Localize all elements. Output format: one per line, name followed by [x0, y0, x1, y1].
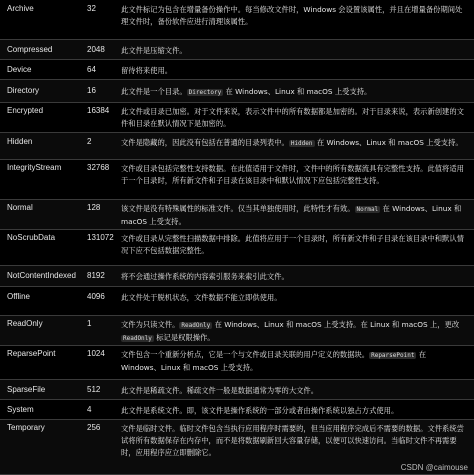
description-text: 该文件是没有特殊属性的标准文件。仅当其单独使用时，此特性才有效。 [121, 204, 355, 213]
attribute-description [121, 319, 467, 345]
inline-code: Normal [356, 206, 379, 213]
attribute-name: Directory [7, 86, 40, 95]
attribute-value: 512 [87, 385, 101, 394]
table-row [0, 230, 474, 266]
inline-code: ReadOnly [181, 322, 211, 329]
attribute-value: 64 [87, 65, 96, 74]
description-text: 在 Windows、Linux 和 macOS 上受支持。 [121, 350, 427, 372]
attribute-value: 8192 [87, 271, 105, 280]
description-text: 文件为只读文件。 [121, 320, 180, 329]
table-row [0, 80, 474, 103]
attribute-description [121, 423, 467, 459]
table-row [0, 160, 474, 200]
attribute-name: System [7, 405, 34, 414]
attribute-description [121, 405, 467, 417]
table-row [0, 346, 474, 380]
inline-code: ReadOnly [123, 335, 152, 342]
attribute-description [121, 385, 467, 397]
attribute-name: Encrypted [7, 106, 44, 115]
table-row [0, 400, 474, 420]
attribute-description [121, 4, 467, 28]
attribute-value: 1024 [87, 349, 105, 358]
description-text: 此文件标记为包含在增量备份操作中。每当修改文件时，Windows 会设置该属性，并且在增量备份期间处理文件时，备份软件应进行清理该属性。 [121, 5, 463, 26]
attribute-name: Normal [7, 203, 33, 212]
attribute-name: Archive [7, 4, 34, 13]
description-text: 文件或目录从完整性扫描数据中排除。此值将应用于一个目录时，所有新文件和子目录在该目录中和默认情况下应不包括数据完整性。 [121, 234, 464, 255]
description-text: 留待将来使用。 [121, 66, 173, 75]
table-row [0, 316, 474, 346]
attribute-description [121, 203, 467, 228]
description-text: 文件包含一个重新分析点，它是一个与文件或目录关联的用户定义的数据块。 [121, 350, 370, 359]
attribute-description [121, 86, 467, 99]
attribute-value: 4096 [87, 292, 105, 301]
description-text: 将不会通过操作系统的内容索引服务来索引此文件。 [121, 272, 289, 281]
watermark: CSDN @caimouse [400, 463, 468, 472]
attribute-value: 2048 [87, 45, 105, 54]
attribute-description [121, 163, 467, 187]
description-text: 标记是权限操作。 [153, 333, 215, 342]
table-row [0, 287, 474, 316]
attribute-name: Device [7, 65, 32, 74]
inline-code: Hidden [290, 140, 313, 147]
description-text: 此文件是稀疏文件。稀疏文件一般是数据通常为零的大文件。 [121, 386, 319, 395]
attribute-description [121, 271, 467, 283]
description-text: 文件是隐藏的，因此没有包括在普通的目录列表中。 [121, 138, 289, 147]
description-text: 文件或目录包括完整性支持数据。在此值适用于文件时，文件中的所有数据流具有完整性支持。此值将适用于一个目录时，所有新文件和子目录在该目录中和默认情况下应包括完整性支持。 [121, 164, 464, 185]
attribute-name: Temporary [7, 423, 45, 432]
description-text: 此文件是系统文件。即，该文件是操作系统的一部分或者由操作系统以独占方式使用。 [121, 406, 399, 415]
attribute-value: 128 [87, 203, 101, 212]
description-text: 文件是临时文件。临时文件包含当执行应用程序时需要的，但当应用程序完成后不需要的数据。文件系统尝试将所有数据保存在内存中，而不是将数据刷新回大容量存储，以便可以快速访问。当临时文件不再需要时，应用程序应立即删除它。 [121, 424, 464, 457]
attribute-description [121, 349, 467, 374]
attribute-value: 16 [87, 86, 96, 95]
attribute-value: 1 [87, 319, 92, 328]
description-text: 此文件或目录已加密。对于文件来说，表示文件中的所有数据都是加密的。对于目录来说，表示新创建的文件和目录在默认情况下是加密的。 [121, 107, 464, 128]
table-row [0, 200, 474, 230]
description-text: 此文件处于脱机状态，文件数据不能立即供使用。 [121, 293, 282, 302]
attribute-name: Hidden [7, 137, 33, 146]
attribute-description [121, 137, 467, 150]
attribute-value: 32768 [87, 163, 110, 172]
inline-code: ReparsePoint [371, 352, 415, 359]
description-text: 在 Windows、Linux 和 macOS 上受支持。 [223, 87, 372, 96]
attribute-description [121, 233, 467, 257]
attribute-name: Compressed [7, 45, 53, 54]
description-text: 在 Windows、Linux 和 macOS 上受支持。在 Linux 和 macOS 上，更改 [212, 320, 460, 329]
table-row [0, 380, 474, 400]
table-row [0, 0, 474, 40]
description-text: 在 Windows、Linux 和 macOS 上受支持。 [314, 138, 463, 147]
attribute-name: IntegrityStream [7, 163, 62, 172]
attribute-value: 2 [87, 137, 92, 146]
table-row [0, 40, 474, 60]
table-row [0, 266, 474, 287]
attribute-name: ReparsePoint [7, 349, 56, 358]
description-text: 在 Windows、Linux 和 macOS 上受支持。 [121, 204, 462, 226]
attribute-value: 131072 [87, 233, 114, 242]
table-row [0, 60, 474, 80]
attribute-name: NoScrubData [7, 233, 56, 242]
attribute-value: 256 [87, 423, 101, 432]
description-text: 此文件是一个目录。 [121, 87, 187, 96]
attribute-name: SparseFile [7, 385, 46, 394]
attribute-name: NotContentIndexed [7, 271, 76, 280]
attribute-name: ReadOnly [7, 319, 43, 328]
attribute-description [121, 65, 467, 77]
description-text: 此文件是压缩文件。 [121, 46, 187, 55]
attribute-description [121, 292, 467, 304]
attribute-value: 4 [87, 405, 92, 414]
inline-code: Directory [188, 89, 222, 96]
table-row [0, 133, 474, 160]
attribute-value: 32 [87, 4, 96, 13]
attribute-description [121, 45, 467, 57]
attribute-name: Offline [7, 292, 30, 301]
table-row [0, 103, 474, 133]
attribute-value: 16384 [87, 106, 110, 115]
attribute-description [121, 106, 467, 130]
